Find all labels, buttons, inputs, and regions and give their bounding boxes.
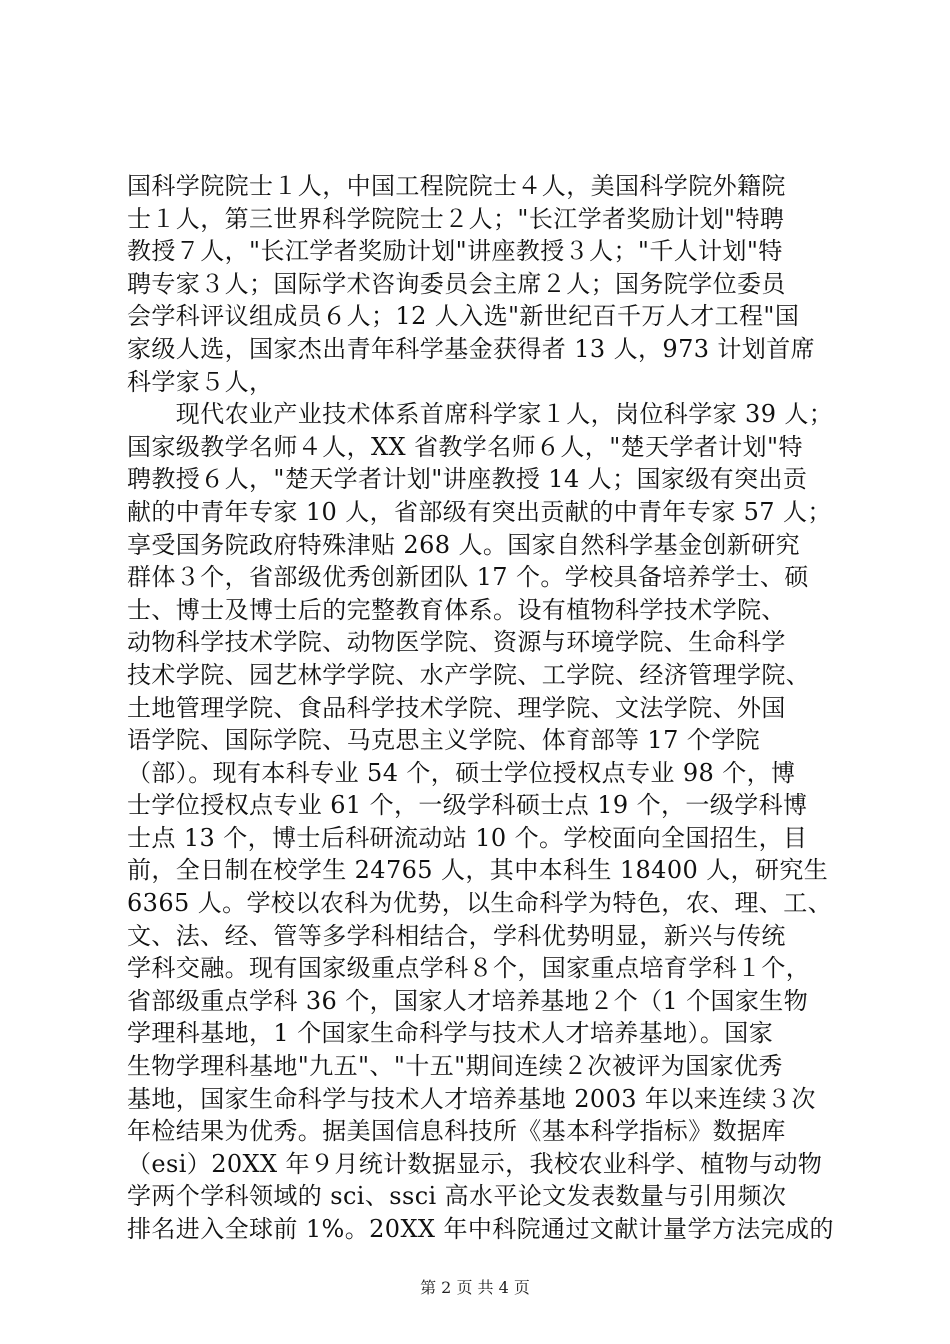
text-line: 动物科学技术学院、动物医学院、资源与环境学院、生命科学 [127, 628, 786, 657]
text-line: 国家级教学名师４人，XX 省教学名师６人，"楚天学者计划"特 [127, 432, 803, 461]
text-line: （esi）20XX 年９月统计数据显示，我校农业科学、植物与动物 [127, 1149, 823, 1178]
text-line: 科学家５人， [127, 367, 274, 396]
page-footer: 第 2 页 共 4 页 [420, 1278, 530, 1297]
text-line: 生物学理科基地"九五"、"十五"期间连续２次被评为国家优秀 [127, 1052, 783, 1081]
text-line: 会学科评议组成员６人；12 人入选"新世纪百千万人才工程"国 [127, 302, 800, 331]
text-line: 家级人选，国家杰出青年科学基金获得者 13 人，973 计划首席 [127, 334, 816, 363]
text-line: 聘专家３人；国际学术咨询委员会主席２人；国务院学位委员 [127, 269, 786, 298]
text-line: （部）。现有本科专业 54 个，硕士学位授权点专业 98 个，博 [127, 758, 796, 787]
text-line: 排名进入全球前 1%。20XX 年中科院通过文献计量学方法完成的 [127, 1215, 834, 1243]
text-line: 学两个学科领域的 sci、ssci 高水平论文发表数量与引用频次 [127, 1182, 787, 1211]
text-line: 学科交融。现有国家级重点学科８个，国家重点培育学科１个， [127, 954, 811, 983]
text-line: 士点 13 个，博士后科研流动站 10 个。学校面向全国招生，目 [127, 823, 808, 852]
text-line: 士１人，第三世界科学院院士２人；"长江学者奖励计划"特聘 [127, 204, 785, 233]
text-line: 基地，国家生命科学与技术人才培养基地 2003 年以来连续３次 [127, 1084, 816, 1113]
text-line: 省部级重点学科 36 个，国家人才培养基地２个（1 个国家生物 [127, 986, 809, 1015]
text-line: 语学院、国际学院、马克思主义学院、体育部等 17 个学院 [127, 726, 760, 755]
text-line: 土地管理学院、食品科学技术学院、理学院、文法学院、外国 [127, 693, 786, 722]
text-line: 群体３个，省部级优秀创新团队 17 个。学校具备培养学士、硕 [127, 563, 809, 592]
text-line: 享受国务院政府特殊津贴 268 人。国家自然科学基金创新研究 [127, 530, 801, 559]
text-line: 学理科基地，1 个国家生命科学与技术人才培养基地）。国家 [127, 1019, 774, 1048]
text-line: 教授７人，"长江学者奖励计划"讲座教授３人；"千人计划"特 [127, 237, 783, 266]
text-line: 士学位授权点专业 61 个，一级学科硕士点 19 个，一级学科博 [127, 791, 808, 820]
text-line: 现代农业产业技术体系首席科学家１人，岗位科学家 39 人； [127, 400, 834, 429]
body-text [127, 170, 847, 1246]
text-line: 6365 人。学校以农科为优势，以生命科学为特色，农、理、工、 [127, 889, 833, 918]
text-line: 聘教授６人，"楚天学者计划"讲座教授 14 人；国家级有突出贡 [127, 465, 808, 494]
text-line: 献的中青年专家 10 人，省部级有突出贡献的中青年专家 57 人； [127, 497, 832, 526]
text-line: 年检结果为优秀。据美国信息科技所《基本科学指标》数据库 [127, 1117, 786, 1146]
text-line: 国科学院院士１人，中国工程院院士４人，美国科学院外籍院 [127, 172, 786, 200]
text-line: 前，全日制在校学生 24765 人，其中本科生 18400 人，研究生 [127, 856, 829, 885]
text-line: 文、法、经、管等多学科相结合，学科优势明显，新兴与传统 [127, 921, 786, 950]
text-line: 士、博士及博士后的完整教育体系。设有植物科学技术学院、 [127, 595, 786, 624]
text-line: 技术学院、园艺林学学院、水产学院、工学院、经济管理学院、 [127, 660, 811, 689]
